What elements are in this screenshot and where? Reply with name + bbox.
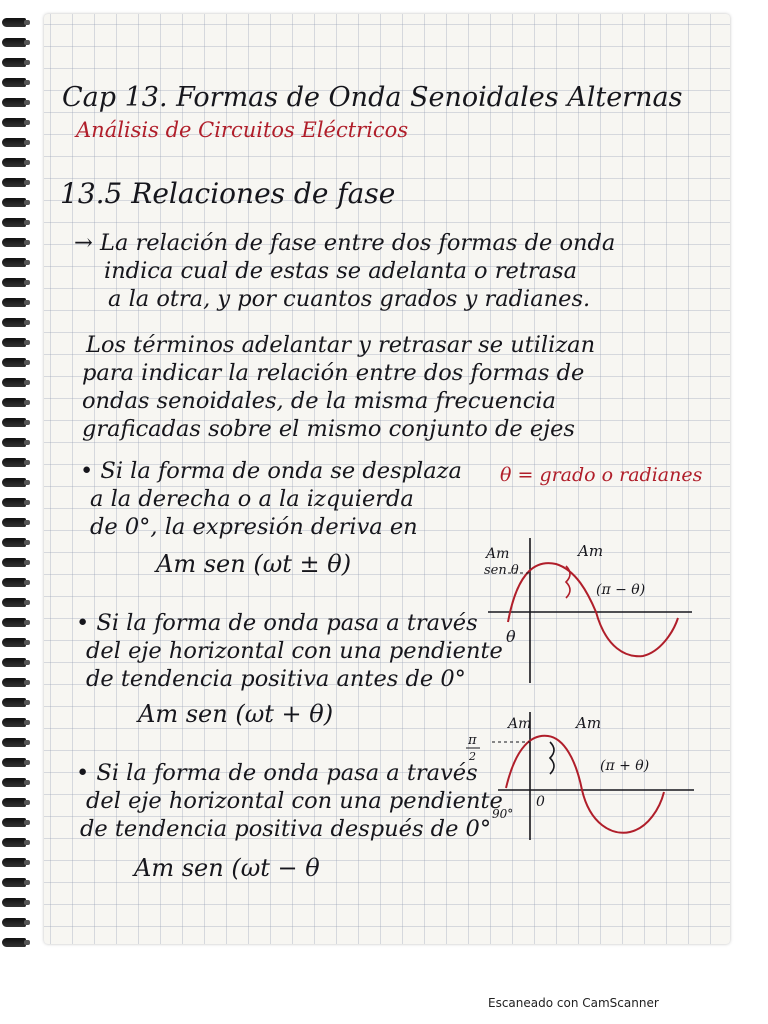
spiral-ring [2, 218, 26, 227]
page-title: Cap 13. Formas de Onda Senoidales Alternas [62, 82, 683, 113]
bullet2-line3: de tendencia positiva antes de 0° [86, 666, 466, 692]
bullet1-line2: a la derecha o a la izquierda [90, 486, 414, 512]
spiral-ring [2, 318, 26, 327]
graph1-sine-curve [508, 563, 678, 656]
spiral-ring [2, 798, 26, 807]
spiral-ring [2, 238, 26, 247]
paragraph2-line4: graficadas sobre el mismo conjunto de ejes [82, 416, 575, 442]
spiral-ring [2, 18, 26, 27]
spiral-ring [2, 678, 26, 687]
scanner-watermark: Escaneado con CamScanner [488, 996, 659, 1010]
spiral-ring [2, 778, 26, 787]
spiral-ring [2, 398, 26, 407]
paragraph1-line1: → La relación de fase entre dos formas de onda [74, 230, 616, 256]
graph2-pi-denominator: 2 [469, 750, 476, 763]
spiral-ring [2, 698, 26, 707]
spiral-ring [2, 378, 26, 387]
graph2-right-peak-label: Am [576, 714, 602, 732]
spiral-ring [2, 898, 26, 907]
paragraph2-line2: para indicar la relación entre dos formas de [82, 360, 585, 386]
spiral-ring [2, 338, 26, 347]
spiral-ring [2, 158, 26, 167]
sine-graph-lag [452, 712, 702, 844]
spiral-ring [2, 98, 26, 107]
spiral-ring [2, 758, 26, 767]
paragraph2-line3: ondas senoidales, de la misma frecuencia [82, 388, 556, 414]
paragraph1-line3: a la otra, y por cuantos grados y radianes. [108, 286, 591, 312]
sine-graph-lead [478, 538, 702, 688]
spiral-ring [2, 78, 26, 87]
spiral-ring [2, 198, 26, 207]
graph1-angle-label: θ [506, 627, 516, 646]
formula-lead: Am sen (ωt + θ) [138, 700, 334, 728]
spiral-ring [2, 938, 26, 947]
notebook-spiral-binding [0, 18, 30, 958]
spiral-ring [2, 138, 26, 147]
spiral-ring [2, 638, 26, 647]
spiral-ring [2, 858, 26, 867]
spiral-ring [2, 818, 26, 827]
spiral-ring [2, 738, 26, 747]
spiral-ring [2, 718, 26, 727]
spiral-ring [2, 578, 26, 587]
graph2-brace [550, 742, 554, 774]
graph2-angle-label: 90° [492, 807, 514, 821]
spiral-ring [2, 478, 26, 487]
bullet3-line3: de tendencia positiva después de 0° [80, 816, 492, 842]
spiral-ring [2, 118, 26, 127]
graph2-origin-label: 0 [536, 794, 545, 810]
spiral-ring [2, 458, 26, 467]
spiral-ring [2, 418, 26, 427]
spiral-ring [2, 838, 26, 847]
spiral-ring [2, 558, 26, 567]
spiral-ring [2, 358, 26, 367]
formula-lag: Am sen (ωt − θ [134, 854, 320, 882]
section-heading: 13.5 Relaciones de fase [60, 177, 396, 210]
spiral-ring [2, 258, 26, 267]
spiral-ring [2, 178, 26, 187]
page-subtitle: Análisis de Circuitos Eléctricos [76, 118, 409, 142]
bullet3-line2: del eje horizontal con una pendiente [86, 788, 503, 814]
spiral-ring [2, 598, 26, 607]
graph1-peak-label: Am [578, 542, 604, 560]
formula-general: Am sen (ωt ± θ) [156, 550, 352, 578]
bullet3-line1: • Si la forma de onda pasa a través [76, 760, 478, 786]
spiral-ring [2, 878, 26, 887]
spiral-ring [2, 518, 26, 527]
spiral-ring [2, 658, 26, 667]
spiral-ring [2, 918, 26, 927]
spiral-ring [2, 58, 26, 67]
bullet1-line1: • Si la forma de onda se desplaza [80, 458, 462, 484]
bullet2-line2: del eje horizontal con una pendiente [86, 638, 503, 664]
graph1-ylabel-sen: sen θ [484, 563, 519, 578]
paragraph1-line2: indica cual de estas se adelanta o retrasa [104, 258, 577, 284]
spiral-ring [2, 498, 26, 507]
theta-note: θ = grado o radianes [500, 464, 703, 486]
spiral-ring [2, 538, 26, 547]
spiral-ring [2, 438, 26, 447]
graph1-ylabel-am: Am [486, 546, 510, 562]
paragraph2-line1: Los términos adelantar y retrasar se utilizan [86, 332, 596, 358]
graph2-pi-label: π [468, 733, 477, 748]
bullet2-line1: • Si la forma de onda pasa a través [76, 610, 478, 636]
graph2-phase-label: (π + θ) [600, 758, 650, 774]
graph1-phase-label: (π − θ) [596, 582, 646, 598]
spiral-ring [2, 618, 26, 627]
spiral-ring [2, 38, 26, 47]
spiral-ring [2, 298, 26, 307]
graph2-left-peak-label: Am [508, 716, 532, 732]
spiral-ring [2, 278, 26, 287]
bullet1-line3: de 0°, la expresión deriva en [90, 514, 418, 540]
